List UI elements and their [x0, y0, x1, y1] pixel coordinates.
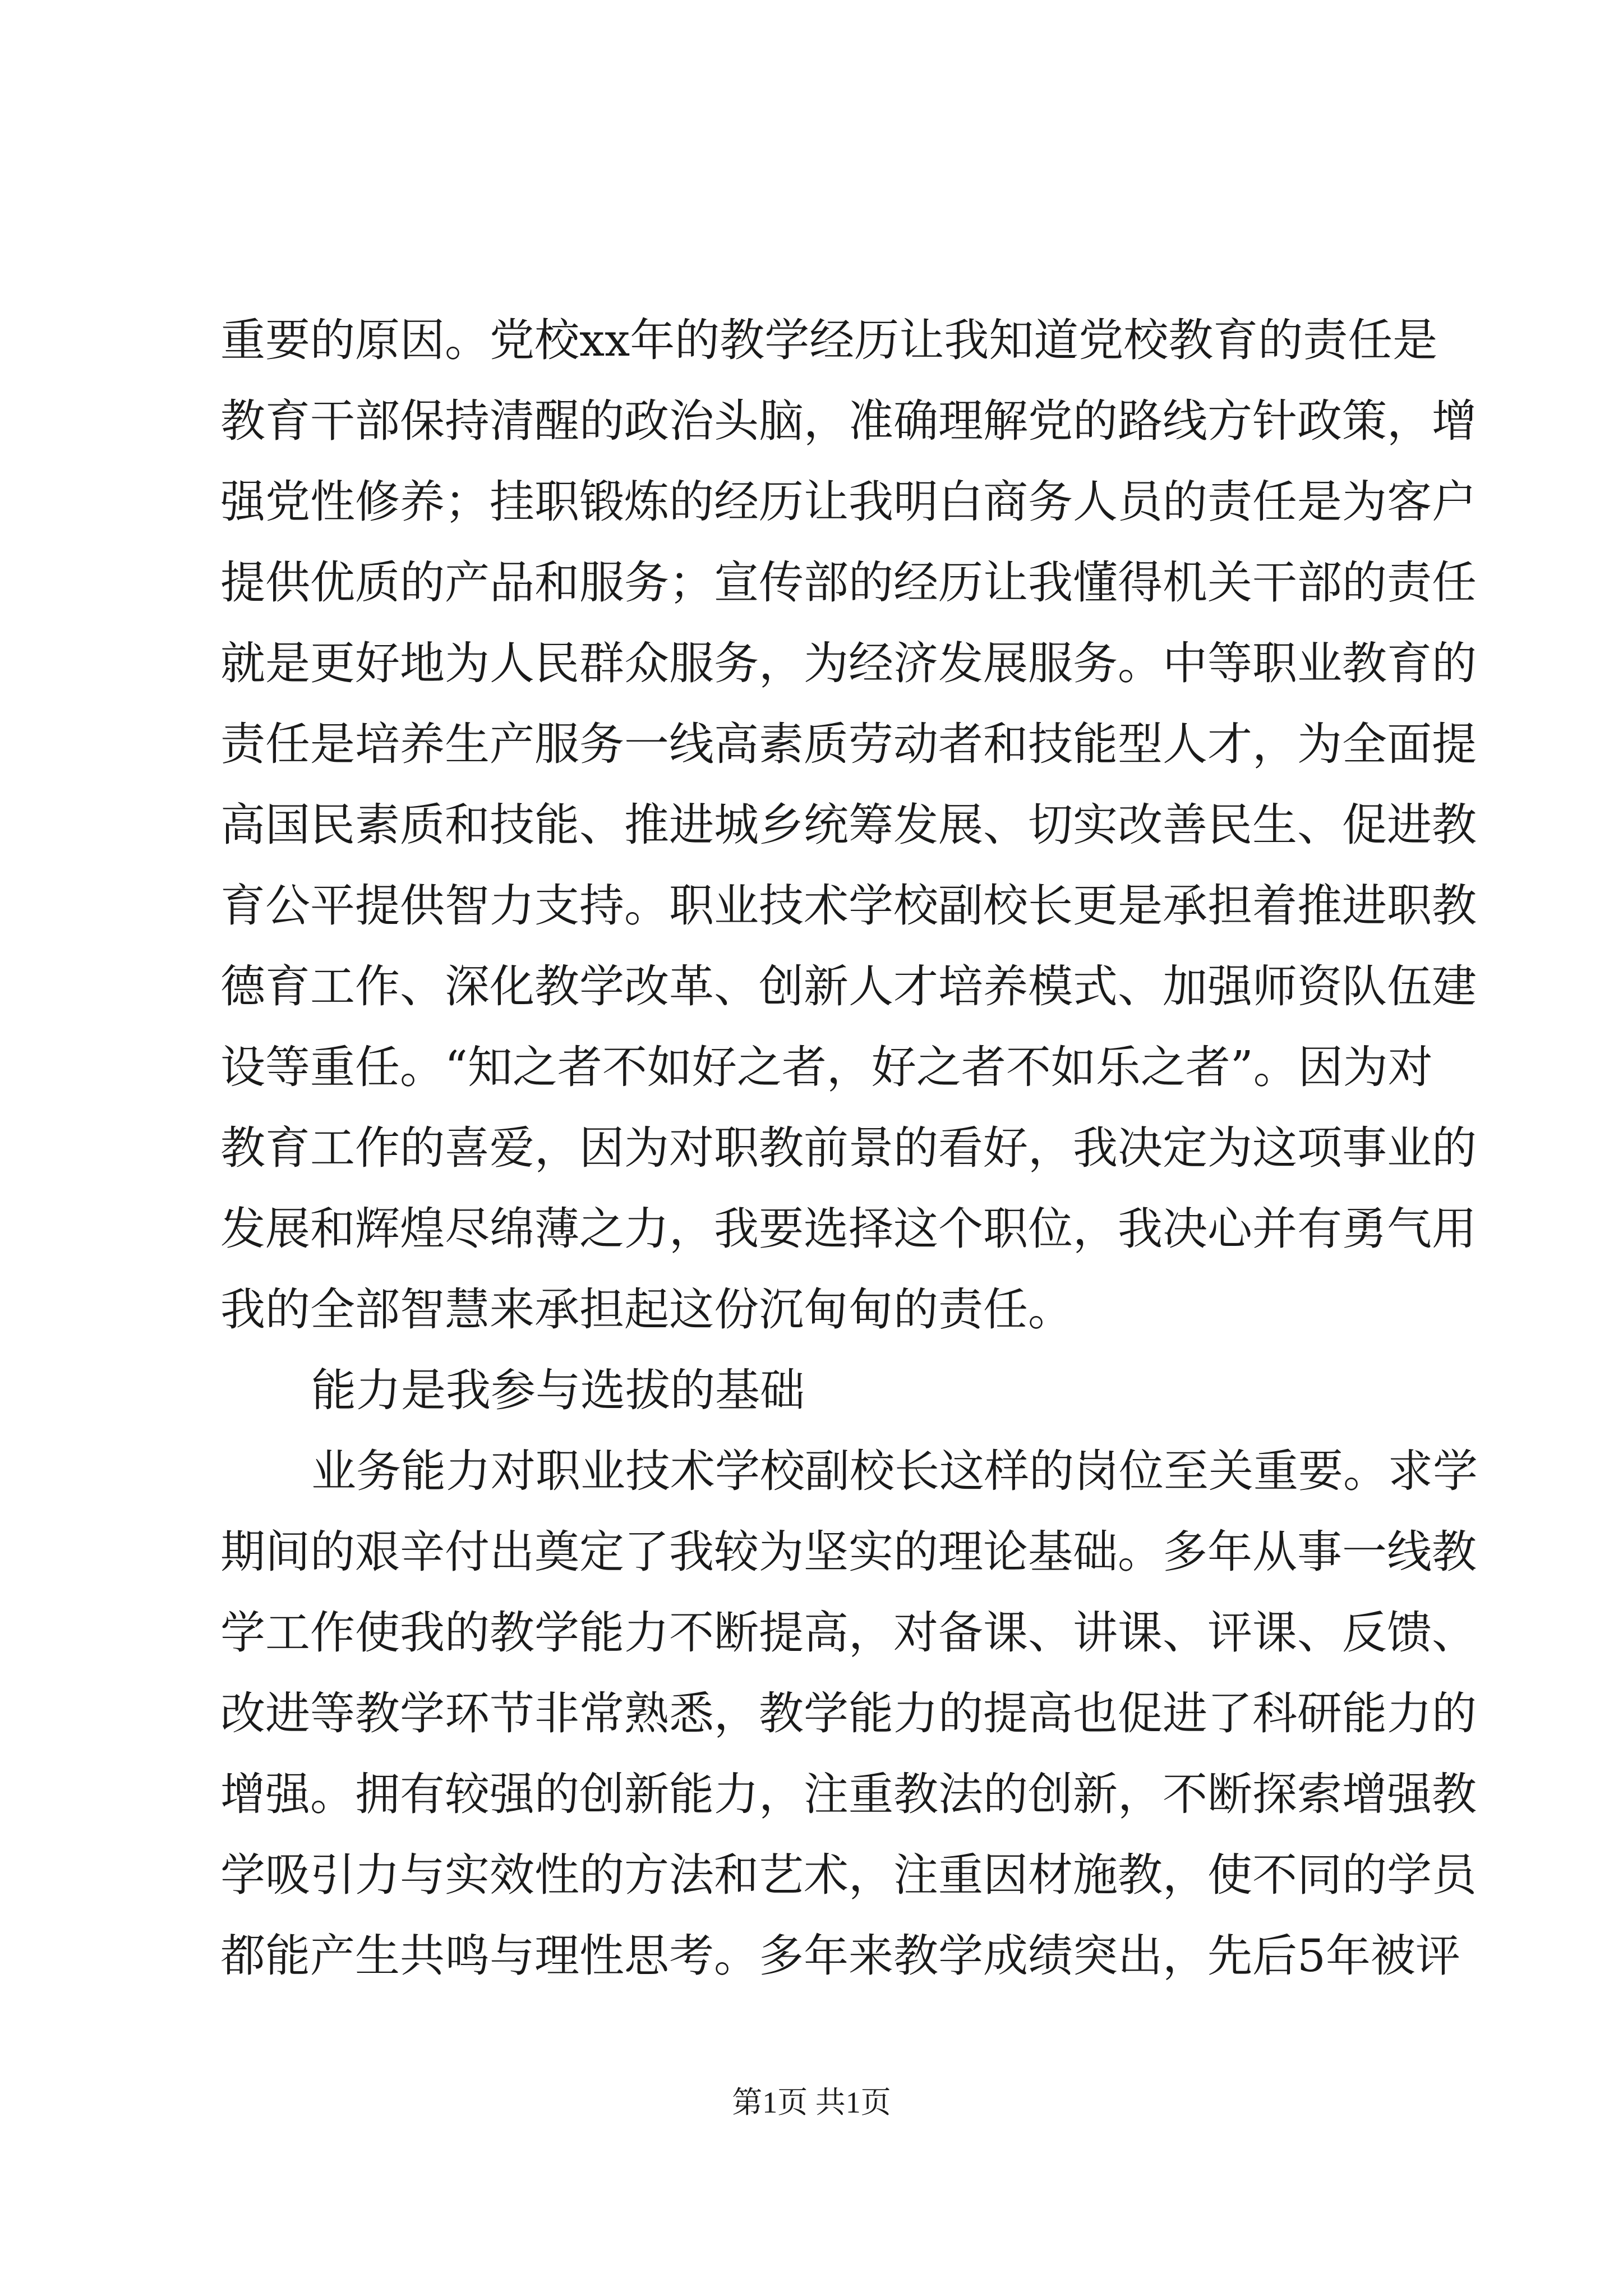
- page-footer: 第1页 共1页: [732, 2086, 891, 2119]
- text-line: 增强。拥有较强的创新能力，注重教法的创新，不断探索增强教: [220, 1768, 1477, 1820]
- text-line: 育公平提供智力支持。职业技术学校副校长更是承担着推进职教: [220, 880, 1477, 932]
- text-line: 教育干部保持清醒的政治头脑，准确理解党的路线方针政策，增: [220, 395, 1477, 447]
- text-line: 发展和辉煌尽绵薄之力，我要选择这个职位，我决心并有勇气用: [220, 1203, 1477, 1255]
- text-line: 重要的原因。党校xx年的教学经历让我知道党校教育的责任是: [220, 314, 1438, 366]
- text-line: 责任是培养生产服务一线高素质劳动者和技能型人才，为全面提: [220, 718, 1477, 770]
- paragraph-ability: [220, 1431, 1478, 1996]
- document-body: [220, 300, 1478, 1996]
- text-line: 提供优质的产品和服务；宣传部的经历让我懂得机关干部的责任: [220, 556, 1477, 609]
- text-line: 德育工作、深化教学改革、创新人才培养模式、加强师资队伍建: [220, 960, 1477, 1013]
- text-line: 业务能力对职业技术学校副校长这样的岗位至关重要。求学: [311, 1445, 1478, 1497]
- text-line: 都能产生共鸣与理性思考。多年来教学成绩突出，先后5年被评: [220, 1930, 1460, 1982]
- text-line: 强党性修养；挂职锻炼的经历让我明白商务人员的责任是为客户: [220, 476, 1477, 528]
- text-line: 期间的艰辛付出奠定了我较为坚实的理论基础。多年从事一线教: [220, 1526, 1477, 1578]
- text-line: 学工作使我的教学能力不断提高，对备课、讲课、评课、反馈、: [220, 1607, 1477, 1659]
- text-line: 教育工作的喜爱，因为对职教前景的看好，我决定为这项事业的: [220, 1122, 1477, 1174]
- text-line: 改进等教学环节非常熟悉，教学能力的提高也促进了科研能力的: [220, 1687, 1477, 1740]
- text-line: 学吸引力与实效性的方法和艺术，注重因材施教，使不同的学员: [220, 1849, 1477, 1901]
- text-line: 我的全部智慧来承担起这份沉甸甸的责任。: [220, 1283, 1073, 1336]
- paragraph-responsibility: [220, 300, 1477, 1350]
- section-heading: 能力是我参与选拔的基础: [311, 1364, 805, 1416]
- text-line: 就是更好地为人民群众服务，为经济发展服务。中等职业教育的: [220, 637, 1477, 689]
- text-line: 高国民素质和技能、推进城乡统筹发展、切实改善民生、促进教: [220, 799, 1477, 851]
- text-line: 设等重任。“知之者不如好之者，好之者不如乐之者”。因为对: [220, 1041, 1433, 1093]
